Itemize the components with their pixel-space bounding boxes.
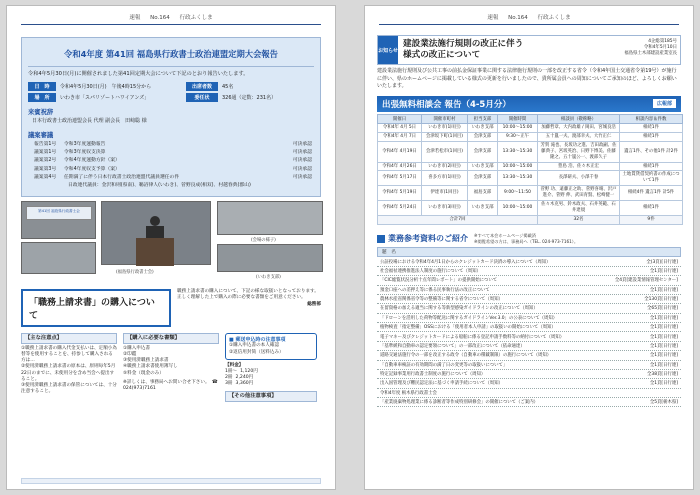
running-header	[365, 13, 693, 21]
total-content: 9件	[620, 216, 683, 225]
required-docs-item: ⑤料金（現金のみ）	[123, 370, 164, 376]
mail-order-item: ②返信用封筒（送料込み）	[229, 349, 284, 355]
list-item[interactable]: 令和4年度 栃木県行政書士会	[377, 389, 681, 398]
price-heading: 【料金】	[225, 362, 244, 368]
mail-order-item: ①購入申込書の本人確認	[229, 343, 280, 349]
agenda-item: 報告第1号 令和3年度運動報告 可決承認	[34, 141, 312, 147]
photo-caption-audience: (会場の様子)	[251, 237, 276, 243]
required-docs-item: ④職務上請求書使用簿写し	[123, 364, 178, 370]
mail-order-box	[225, 333, 317, 360]
duty-form-section	[21, 289, 321, 327]
duty-form-side	[177, 289, 321, 327]
notice-title	[398, 36, 621, 64]
left-footer-bar	[21, 478, 321, 484]
required-docs-column	[123, 333, 219, 404]
notes-item: ①職務上請求書の購入代金支払いは、定額小為替等を使用することを、持参して購入される方は…	[21, 345, 117, 364]
list-item[interactable]: 社会福祉連携推進法人制度の施行について（周知） 全1頁[日行連]	[377, 267, 681, 276]
meeting-meta	[28, 82, 314, 102]
agenda-item: 議案第2号 令和4年度運動方針（案） 可決承認	[34, 158, 312, 164]
required-docs-item: ②印鑑	[123, 352, 137, 358]
list-item[interactable]: 電子マネー及びクレジットカードによる船舶に係る登記申請手数料等の納付について（周知） 全1頁[日行連]	[377, 332, 681, 341]
table-row: 令和4年 4月26日 いわき市(2回目) いわき支部 10:00〜15:00 豊島 浩、佐々木正宏 相続1件	[378, 162, 683, 171]
notice-title-line1: 建設業法施行規則の改正に伴う	[403, 39, 524, 49]
guest-text: 日本行政書士政治連盟会長 代理 副会長 田﨑聡 様	[32, 117, 147, 124]
running-header	[7, 13, 335, 21]
table-row: 令和4年 4月 7日 会津坂下町(1回目) 会津支部 9:30〜正午 五十嵐一夫、渡部幸夫、大竹正仁 相続1件	[378, 132, 683, 141]
mail-price-column	[225, 333, 317, 404]
consultation-header	[377, 96, 681, 112]
notice-issuer: 福島県土木部建設産業室長	[624, 51, 677, 57]
references-header	[377, 233, 681, 244]
meta-row-place	[28, 93, 314, 102]
column-header: 開催市町村	[422, 114, 468, 123]
place-value: いわき市「スパリゾートハワイアンズ」	[60, 94, 150, 101]
consultation-table	[377, 114, 683, 225]
contact-text: ※詳しくは、事務局へお問い合せ下さい。 ☎ 024(973)7161	[123, 379, 218, 391]
photo-audience-image	[217, 201, 323, 235]
mail-order-heading: ■ 郵送申込時の注意事項	[229, 336, 286, 343]
date-value: 令和4年5月30日(月) 午後4時15分から	[60, 83, 152, 90]
references-note: ※閲覧希望の方は、事務局へ（TEL. 024-973-7161）。	[474, 238, 579, 244]
meeting-title: 令和4年度 第41回 福島県行政書士政治連盟定期大会報告	[28, 44, 314, 67]
list-item[interactable]: 出入国管理及び難民認定法に基づく申請手続について（周知） 全1頁[日行連]	[377, 379, 681, 388]
notice-tag: お知らせ	[378, 36, 398, 64]
photo-speaker-image	[101, 201, 211, 265]
list-item[interactable]: 在留資格の加える適当に関する等新型感染ガイドラインの改正について（周知） 全65頁[日行連]	[377, 304, 681, 313]
attendees-value: 45名	[222, 83, 234, 90]
notice-box	[377, 35, 681, 65]
notes-column	[21, 333, 117, 404]
header-newsletter: 速報	[487, 15, 499, 21]
required-docs-item: ③使用済職務上請求書	[123, 358, 169, 364]
consultation-title: 出張無料相談会 報告（4-5月分）	[382, 99, 511, 110]
required-docs-heading: 【購入に必要な書類】	[123, 333, 219, 344]
notice-meta	[621, 36, 680, 64]
meeting-report	[21, 37, 321, 197]
column-header: 開催時間	[498, 114, 538, 123]
column-header: 担当支部	[468, 114, 498, 123]
notice-body: 建設業法施行規則及び公共工事の前払金保証事業に関する法律施行規則の一部を改正する省令（令和4年国土交通省令第19号）が施行に伴い、県のホームページに掲載している様式の更新を行いましたので、貴所属会員への周知についてご承知のほど、よろしくお願いいたします。	[377, 68, 677, 90]
required-docs-item: ①購入申込書	[123, 345, 151, 351]
total-staff: 32名	[538, 216, 620, 225]
table-total-row	[378, 216, 683, 225]
table-row: 令和4年 5月24日 いわき市(3回目) いわき支部 10:00〜15:00 佐々木克男、鈴木政夫、石井英範、石井達規 相続1件	[378, 201, 683, 216]
list-item[interactable]: 植物検査「指定整備」OSSにおける「使用者本人申請」の取扱いの開始について（周知） 全1頁[日行連]	[377, 323, 681, 332]
left-page	[6, 5, 336, 490]
notes-heading: 【主な注意点】	[21, 333, 117, 344]
table-row: 令和4年 5月19日 伊達市(1回目) 福島支部 9:00〜11:50 菅野 功、遠藤正之助、菅野喜晴、沢戸進介、菅野 伸、武田育賢、松崎健一 相続4件 遺言1件 計5件	[378, 186, 683, 201]
price-row: 3冊 3,360円	[225, 381, 254, 387]
photo-strip	[21, 201, 321, 281]
duty-form-columns	[21, 333, 321, 404]
agenda-item: 議案第1号 令和3年度収支決算 可決承認	[34, 150, 312, 156]
column-header: 開催日	[378, 114, 422, 123]
header-issue: No.164	[508, 15, 528, 21]
right-page	[364, 5, 694, 490]
place-label: 場 所	[28, 93, 56, 102]
notice-date: 令和4年5月10日	[643, 45, 677, 51]
references-title: 業務参考資料のご紹介	[388, 234, 468, 244]
list-item[interactable]: 道路交通法施行令の一部を改正する政令（自動車の積載制限）の施行について（周知） 全1頁[日行連]	[377, 351, 681, 360]
meeting-intro: 令和4年5月30日(月)に開催されました第41回定期大会について下記のとおり報告いたします。	[28, 71, 249, 77]
photo-branch-image	[217, 244, 323, 272]
photo-banner-image	[21, 201, 96, 239]
list-item[interactable]: 「CIC総覧状況分析十点年間レポート」の提供開始について 全4頁[建設業情報管理センター]	[377, 276, 681, 285]
references-column-header	[377, 247, 681, 257]
square-bullet-icon	[377, 235, 385, 243]
references-note: ※すべて本会ホームページ掲載済	[474, 233, 536, 239]
list-item[interactable]: 「ドローンを活用した荷物等配送に関するガイドラインVer.3.0」の公表について（周知） 全1頁[日行連]	[377, 314, 681, 323]
table-header-row	[378, 114, 683, 123]
header-publisher: 行政ふくしま	[179, 15, 213, 21]
header-issue: No.164	[150, 15, 170, 21]
attendees-label: 出席者数	[186, 82, 218, 91]
list-item[interactable]: 「自動車車検証の有効期間の満了日の変更等の取扱いについて」 全1頁[日行連]	[377, 361, 681, 370]
column-header: 相談員（敬称略）	[538, 114, 620, 123]
list-item[interactable]: 「産業廃棄物処理業に係る診断者等作成特別研修会」の開催について（ご案内） 全5頁[栃木県]	[377, 398, 681, 407]
column-header: 相談内容＆件数	[620, 114, 683, 123]
header-rule	[21, 24, 321, 25]
header-publisher: 行政ふくしま	[537, 15, 571, 21]
duty-form-title: 「職務上請求書」の購入について	[21, 289, 171, 327]
proxy-label: 委任状	[186, 93, 218, 102]
consultation-dept: 広報部	[653, 99, 676, 108]
list-item[interactable]: 公証役場における令和4年4月1日からのクレジットカード決済の導入について（周知） 全(3頁)[日行連]	[377, 257, 681, 266]
list-item[interactable]: 預金口座への差押え等に係る民事執行法の改正について 全1頁[日行連]	[377, 286, 681, 295]
notice-doc-number: 4企総第185号	[648, 39, 677, 44]
notes-item: ②使用済職務上請求書の原本は、原則毎年5月22日のまでに、未使用分を含め当会へ提出すること。	[21, 364, 116, 382]
duty-form-sign: 総務部	[307, 301, 321, 307]
price-row: 1冊〜 1,120円	[225, 369, 258, 375]
table-row: 令和4年 5月17日 喜多方市(1回目) 会津支部 13:30〜15:30 長澤研夫、小澤千春 土地賃貸借契約書の作成について1件	[378, 171, 683, 186]
guest-heading: 来賓祝辞	[28, 108, 54, 116]
photo-caption-main: (福島県行政書士会)	[116, 269, 154, 275]
list-item[interactable]: 農林水産省関係省令等の整備等に関する省令について（周知） 全130頁[日行連]	[377, 295, 681, 304]
list-item[interactable]: 特定記録事業用行政書士制度の施行について（周知） 全38頁[日行連]	[377, 370, 681, 379]
meta-row-date	[28, 82, 314, 91]
total-label: 合計7回	[378, 216, 538, 225]
photo-banner-text: 第41回 福島県行政書士会	[26, 206, 92, 220]
header-rule	[379, 24, 679, 25]
duty-form-side-text: 職務上請求書の購入について、下記の様な取扱いとなっております。正しく理解した上で購入の際に必要な書類をご用意ください。	[177, 288, 319, 301]
list-item[interactable]: 「基準緩和自動車の認定要領について」の一部改正について（依命通達） 全1頁[日行連]	[377, 342, 681, 351]
photo-caption-branch: (いわき支部)	[256, 274, 281, 280]
proxy-value: 326通（定数：231名）	[222, 94, 277, 101]
price-row: 2冊 2,240円	[225, 375, 254, 381]
notice-title-line2: 様式の改正について	[403, 50, 481, 61]
agenda-item: 議案第3号 令和4年度収支予算（案） 可決承認	[34, 166, 312, 172]
references-col-title: 題 名	[382, 250, 396, 256]
other-notes-heading: 【その他注意事項】	[225, 391, 317, 402]
references-notes	[474, 233, 578, 244]
table-row: 令和4年 4月 5日 いわき市(1回目) いわき支部 10:00〜15:00 加藤哲章、大内政雄 / 岡田、宮城良浩 相続1件	[378, 123, 683, 132]
agenda-heading: 議案審議	[28, 131, 54, 139]
agenda-item: 議案第4号 任期満了に伴う日本行政書士政治連盟代議員選任の件 可決承認	[34, 174, 312, 180]
photo-venue-image	[21, 242, 96, 274]
date-label: 日 時	[28, 82, 56, 91]
table-row: 令和4年 4月19日 会津若松市(1回目) 会津支部 13:30〜15:30 芳賀 滝也、長坂功之進、吉田政嗣、佐藤典子、宮坂英治、日野下博美、佐藤隆之、五十嵐公一、渡部久子 遺言1件、その他1件 計2件	[378, 141, 683, 162]
notes-item: ③使用済職務上請求書の保管については、十分注意すること。	[21, 383, 117, 395]
header-newsletter: 速報	[129, 15, 141, 21]
delegates-note: 日政連代議員：金沢和則(県南)、鵜沼律人(いわき)、菅野良成(相双)、村越春典(郡山)	[68, 182, 251, 188]
